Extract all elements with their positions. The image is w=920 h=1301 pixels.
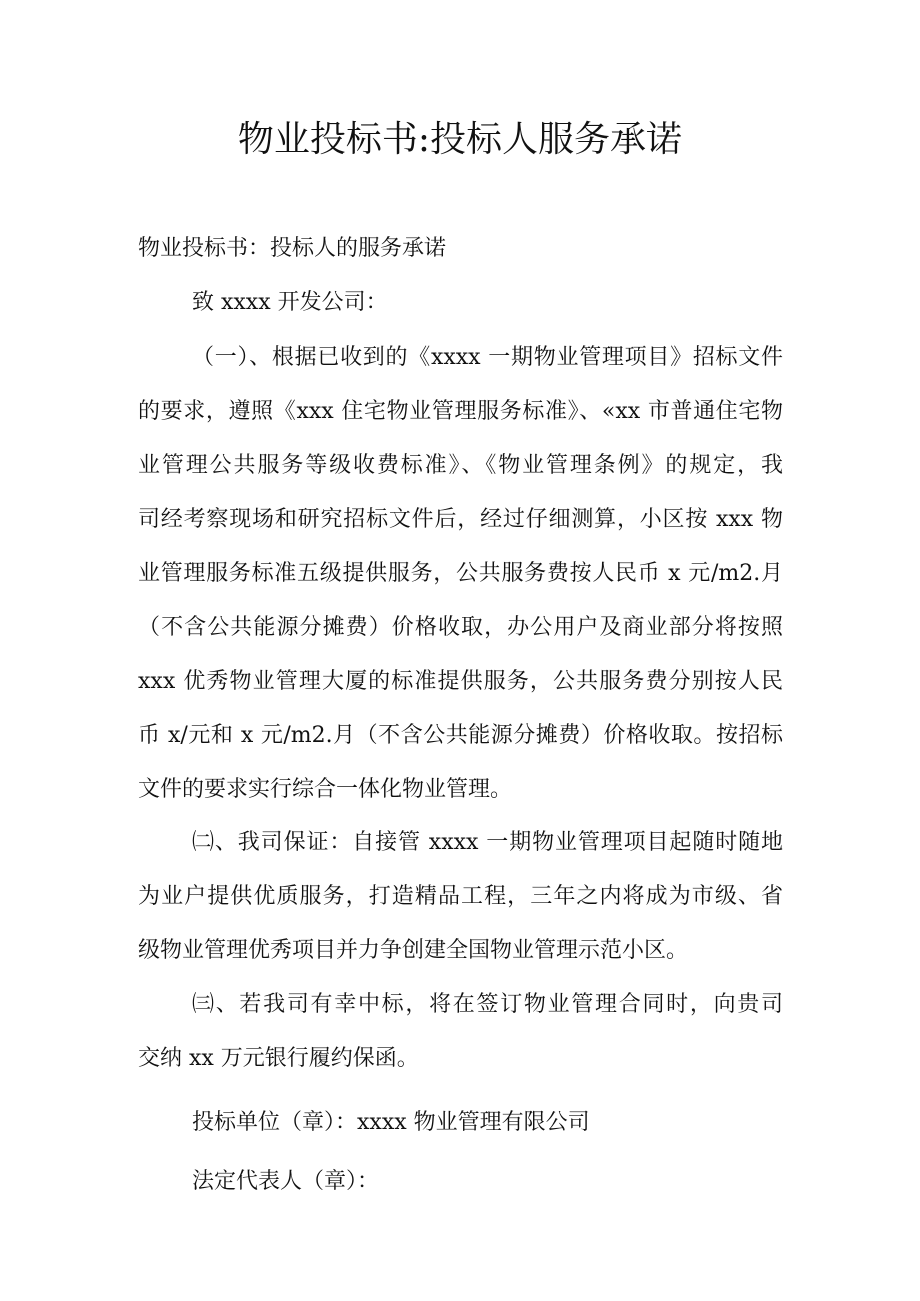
paragraph-line: ㈢、若我司有幸中标，将在签订物业管理合同时，向贵司 (192, 992, 783, 1017)
document-subtitle: 物业投标书：投标人的服务承诺 (138, 236, 447, 261)
paragraph-line: ㈡、我司保证：自接管 xxxx 一期物业管理项目起随时随地 (192, 830, 783, 855)
paragraph-line: （不含公共能源分摊费）价格收取，办公用户及商业部分将按照 (138, 615, 783, 640)
paragraph-line: 级物业管理优秀项目并力争创建全国物业管理示范小区。 (138, 938, 689, 963)
paragraph-line: xxx 优秀物业管理大厦的标准提供服务，公共服务费分别按人民 (138, 669, 783, 694)
paragraph-line: 交纳 xx 万元银行履约保函。 (138, 1046, 419, 1071)
bidder-signature-line: 投标单位（章）：xxxx 物业管理有限公司 (192, 1110, 590, 1135)
paragraph-line: 业管理公共服务等级收费标准》、《物业管理条例》的规定，我 (138, 453, 783, 478)
document-title: 物业投标书:投标人服务承诺 (237, 119, 683, 160)
legal-representative-line: 法定代表人（章）： (192, 1169, 380, 1194)
paragraph-line: 为业户提供优质服务，打造精品工程，三年之内将成为市级、省 (138, 884, 783, 909)
paragraph-line: 司经考察现场和研究招标文件后，经过仔细测算，小区按 xxx 物 (138, 507, 783, 532)
salutation: 致 xxxx 开发公司： (192, 290, 388, 315)
paragraph-line: （一）、根据已收到的《xxxx 一期物业管理项目》招标文件 (192, 345, 783, 370)
paragraph-line: 的要求，遵照《xxx 住宅物业管理服务标准》、«xx 市普通住宅物 (138, 399, 783, 424)
paragraph-line: 文件的要求实行综合一体化物业管理。 (138, 777, 513, 802)
paragraph-line: 业管理服务标准五级提供服务，公共服务费按人民币 x 元/m2.月 (138, 561, 783, 586)
paragraph-line: 币 x/元和 x 元/m2.月（不含公共能源分摊费）价格收取。按招标 (138, 723, 783, 748)
